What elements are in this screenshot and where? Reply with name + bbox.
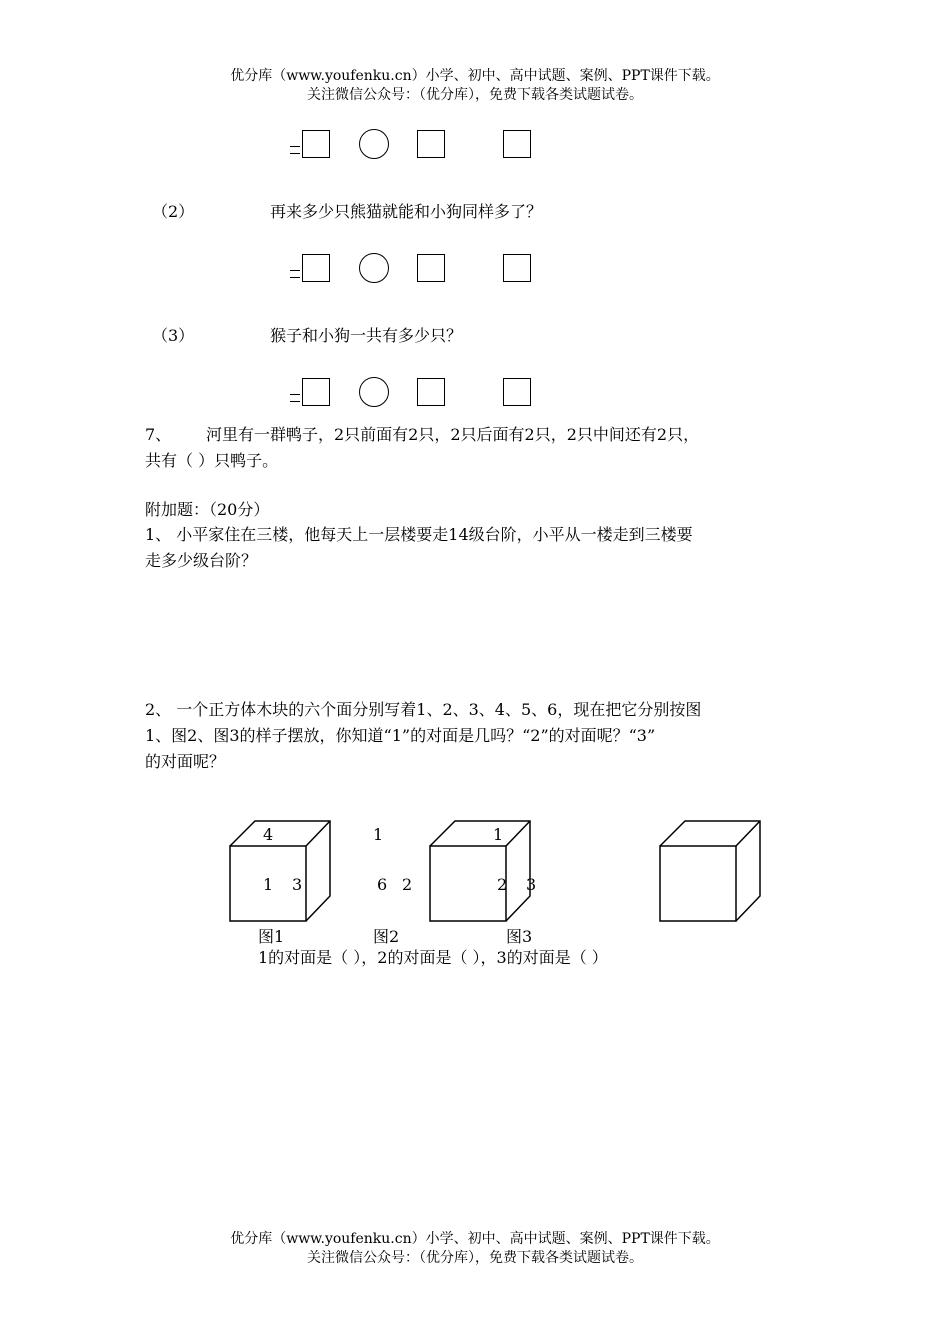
answer-box [302, 254, 330, 282]
fig3-caption: 图3 [506, 927, 533, 946]
fig2-caption: 图2 [373, 927, 400, 946]
question-7-number: 7、 [145, 425, 172, 444]
fig3-side-number: 3 [526, 875, 537, 894]
answer-box [503, 378, 531, 406]
fig1-top-number: 4 [263, 825, 274, 844]
footer-line-2: 关注微信公众号：（优分库），免费下载各类试题试卷。 [307, 1250, 643, 1266]
header-line-2: 关注微信公众号：（优分库），免费下载各类试题试卷。 [307, 87, 643, 103]
fig3-front-number: 2 [497, 875, 508, 894]
bonus-q2-line-3: 的对面呢？ [145, 752, 226, 771]
question-7-line-1: 河里有一群鸭子，2只前面有2只，2只后面有2只，2只中间还有2只， [206, 425, 700, 444]
cube-figure-3 [660, 821, 762, 923]
answer-box [417, 254, 445, 282]
operator-circle [359, 129, 389, 159]
fig1-front-number: 1 [263, 875, 274, 894]
question-3-number: （3） [152, 326, 195, 345]
bonus-q1-line-2: 走多少级台阶？ [145, 551, 258, 570]
question-2-text: 再来多少只熊猫就能和小狗同样多了？ [270, 202, 543, 221]
header-line-1: 优分库（www.youfenku.cn）小学、初中、高中试题、案例、PPT课件下载。 [230, 68, 720, 84]
cube-figure-2 [430, 821, 532, 923]
answer-box [417, 130, 445, 158]
answer-box [503, 254, 531, 282]
fig2-side-number: 2 [402, 875, 413, 894]
answer-box [503, 130, 531, 158]
equals-sign [290, 270, 300, 278]
cube-figure-1 [230, 821, 332, 923]
bonus-q2-line-2: 1、图2、图3的样子摆放，你知道“1”的对面是几吗？“2”的对面呢？“3” [145, 726, 656, 745]
question-3-text: 猴子和小狗一共有多少只？ [270, 326, 463, 345]
fig3-top-number: 1 [493, 825, 504, 844]
fig2-top-number: 1 [373, 825, 384, 844]
answer-line: 1的对面是（ ），2的对面是（ ），3的对面是（ ） [258, 948, 608, 967]
question-7-line-2: 共有（ ）只鸭子。 [145, 451, 279, 470]
fig2-front-number: 6 [377, 875, 388, 894]
bonus-q2-line-1: 2、 一个正方体木块的六个面分别写着1、2、3、4、5、6，现在把它分别按图 [145, 700, 702, 719]
bonus-title: 附加题：（20分） [145, 500, 270, 519]
bonus-q1-line-1: 1、 小平家住在三楼，他每天上一层楼要走14级台阶，小平从一楼走到三楼要 [145, 525, 693, 544]
equals-sign [290, 146, 300, 154]
answer-box [417, 378, 445, 406]
operator-circle [359, 377, 389, 407]
fig1-side-number: 3 [292, 875, 303, 894]
fig1-caption: 图1 [258, 927, 285, 946]
question-2-number: （2） [152, 202, 195, 221]
equals-sign [290, 394, 300, 402]
operator-circle [359, 253, 389, 283]
answer-box [302, 130, 330, 158]
footer-line-1: 优分库（www.youfenku.cn）小学、初中、高中试题、案例、PPT课件下载。 [230, 1231, 720, 1247]
answer-box [302, 378, 330, 406]
